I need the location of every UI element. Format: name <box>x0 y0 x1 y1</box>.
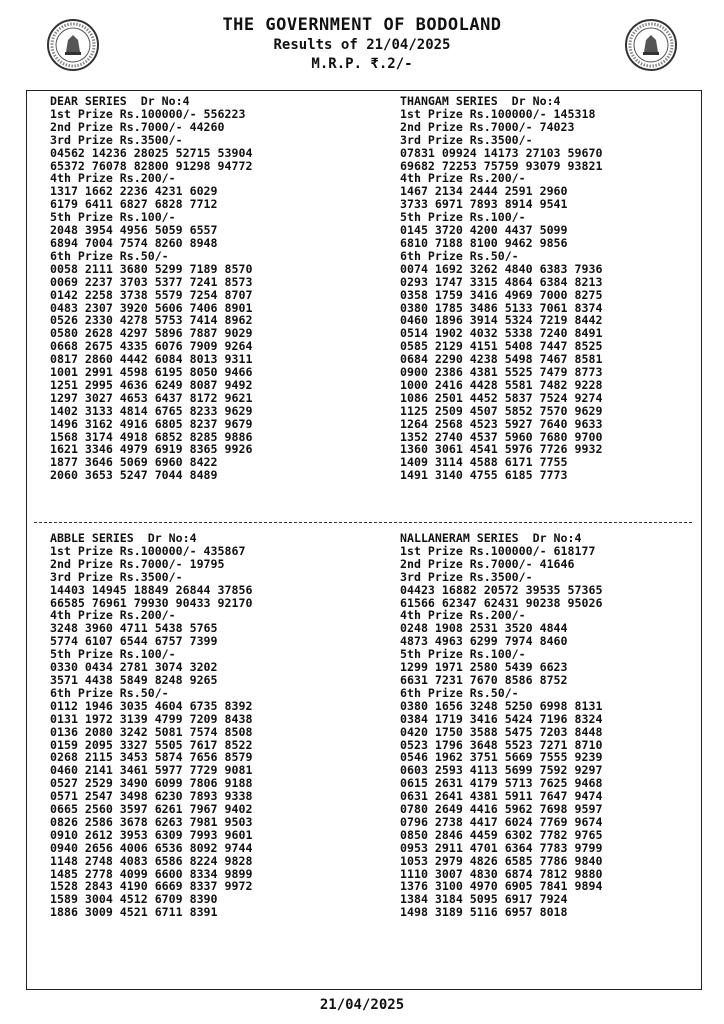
nallaneram-series-block <box>400 532 602 919</box>
result-line: 0483 2307 3920 5606 7406 8901 <box>50 300 253 315</box>
result-line: 0900 2386 4381 5525 7479 8773 <box>400 365 603 380</box>
dear-series-block <box>50 95 252 482</box>
result-line: 1251 2995 4636 6249 8087 9492 <box>50 377 253 392</box>
result-line: 2048 3954 4956 5059 6557 <box>50 223 218 238</box>
series-heading: NALLANERAM SERIES Dr No:4 <box>400 531 582 545</box>
result-line: 0420 1750 3588 5475 7203 8448 <box>400 724 603 739</box>
result-line: 1384 3184 5095 6917 7924 <box>400 892 568 907</box>
result-line: 5774 6107 6544 6757 7399 <box>50 634 218 649</box>
result-line: 1001 2991 4598 6195 8050 9466 <box>50 365 253 380</box>
result-line: 4th Prize Rs.200/- <box>50 608 176 623</box>
result-line: 1110 3007 4830 6874 7812 9880 <box>400 866 603 881</box>
result-line: 1498 3189 5116 6957 8018 <box>400 905 568 920</box>
result-line: 0780 2649 4416 5962 7698 9597 <box>400 802 603 817</box>
result-line: 66585 76961 79930 90433 92170 <box>50 595 253 610</box>
result-line: 69682 72253 75759 93079 93821 <box>400 158 603 173</box>
result-line: 2060 3653 5247 7044 8489 <box>50 468 218 483</box>
result-line: 0580 2628 4297 5896 7887 9029 <box>50 326 253 341</box>
result-line: 6th Prize Rs.50/- <box>50 248 169 263</box>
thangam-series-block <box>400 95 602 482</box>
result-line: 61566 62347 62431 90238 95026 <box>400 595 603 610</box>
result-line: 0526 2330 4278 5753 7414 8962 <box>50 313 253 328</box>
result-line: 0058 2111 3680 5299 7189 8570 <box>50 261 253 276</box>
result-line: 5th Prize Rs.100/- <box>400 647 526 662</box>
result-line: 6th Prize Rs.50/- <box>400 248 519 263</box>
abble-series-block <box>50 532 252 919</box>
result-line: 5th Prize Rs.100/- <box>50 210 176 225</box>
result-line: 0631 2641 4381 5911 7647 9474 <box>400 789 603 804</box>
result-line: 1886 3009 4521 6711 8391 <box>50 905 218 920</box>
result-line: 6th Prize Rs.50/- <box>50 685 169 700</box>
result-line: 0603 2593 4113 5699 7592 9297 <box>400 763 603 778</box>
result-line: 1st Prize Rs.100000/- 618177 <box>400 543 596 558</box>
page-title: THE GOVERNMENT OF BODOLAND <box>222 15 502 35</box>
result-line: 1402 3133 4814 6765 8233 9629 <box>50 403 253 418</box>
result-line: 2nd Prize Rs.7000/- 19795 <box>50 556 225 571</box>
result-line: 1528 2843 4190 6669 8337 9972 <box>50 879 253 894</box>
result-line: 1148 2748 4083 6586 8224 9828 <box>50 853 253 868</box>
result-line: 1877 3646 5069 6960 8422 <box>50 455 218 470</box>
result-line: 1053 2979 4826 6585 7786 9840 <box>400 853 603 868</box>
result-line: 0358 1759 3416 4969 7000 8275 <box>400 287 603 302</box>
result-line: 1589 3004 4512 6709 8390 <box>50 892 218 907</box>
result-line: 0268 2115 3453 5874 7656 8579 <box>50 750 253 765</box>
series-heading: ABBLE SERIES Dr No:4 <box>50 531 197 545</box>
result-line: 0074 1692 3262 4840 6383 7936 <box>400 261 603 276</box>
result-line: 4th Prize Rs.200/- <box>400 171 526 186</box>
result-line: 4th Prize Rs.200/- <box>400 608 526 623</box>
result-line: 3248 3960 4711 5438 5765 <box>50 621 218 636</box>
result-line: 1352 2740 4537 5960 7680 9700 <box>400 429 603 444</box>
result-line: 0668 2675 4335 6076 7909 9264 <box>50 339 253 354</box>
result-line: 1621 3346 4979 6919 8365 9926 <box>50 442 253 457</box>
result-line: 0069 2237 3703 5377 7241 8573 <box>50 274 253 289</box>
result-line: 3571 4438 5849 8248 9265 <box>50 672 218 687</box>
result-line: 1297 3027 4653 6437 8172 9621 <box>50 390 253 405</box>
result-line: 1496 3162 4916 6805 8237 9679 <box>50 416 253 431</box>
result-line: 14403 14945 18849 26844 37856 <box>50 582 253 597</box>
result-line: 6894 7004 7574 8260 8948 <box>50 235 218 250</box>
result-line: 0571 2547 3498 6230 7893 9338 <box>50 789 253 804</box>
result-line: 0248 1908 2531 3520 4844 <box>400 621 568 636</box>
result-line: 0817 2860 4442 6084 8013 9311 <box>50 352 253 367</box>
result-line: 3rd Prize Rs.3500/- <box>50 132 183 147</box>
result-line: 1086 2501 4452 5837 7524 9274 <box>400 390 603 405</box>
result-line: 5th Prize Rs.100/- <box>400 210 526 225</box>
result-line: 1360 3061 4541 5976 7726 9932 <box>400 442 603 457</box>
result-line: 1317 1662 2236 4231 6029 <box>50 184 218 199</box>
result-line: 6810 7188 8100 9462 9856 <box>400 235 568 250</box>
result-line: 3rd Prize Rs.3500/- <box>50 569 183 584</box>
result-line: 0460 2141 3461 5977 7729 9081 <box>50 763 253 778</box>
result-line: 0940 2656 4006 6536 8092 9744 <box>50 840 253 855</box>
result-line: 0910 2612 3953 6309 7993 9601 <box>50 827 253 842</box>
result-line: 0460 1896 3914 5324 7219 8442 <box>400 313 603 328</box>
result-line: 1299 1971 2580 5439 6623 <box>400 660 568 675</box>
result-line: 0293 1747 3315 4864 6384 8213 <box>400 274 603 289</box>
result-line: 0142 2258 3738 5579 7254 8707 <box>50 287 253 302</box>
page-header <box>0 14 724 74</box>
result-line: 1264 2568 4523 5927 7640 9633 <box>400 416 603 431</box>
result-line: 6179 6411 6827 6828 7712 <box>50 197 218 212</box>
results-date: Results of 21/04/2025 <box>273 37 451 53</box>
result-line: 2nd Prize Rs.7000/- 41646 <box>400 556 575 571</box>
series-heading: DEAR SERIES Dr No:4 <box>50 94 190 108</box>
result-line: 1467 2134 2444 2591 2960 <box>400 184 568 199</box>
result-line: 1409 3114 4588 6171 7755 <box>400 455 568 470</box>
result-line: 0136 2080 3242 5081 7574 8508 <box>50 724 253 739</box>
result-line: 1000 2416 4428 5581 7482 9228 <box>400 377 603 392</box>
result-line: 0585 2129 4151 5408 7447 8525 <box>400 339 603 354</box>
result-line: 0850 2846 4459 6302 7782 9765 <box>400 827 603 842</box>
result-line: 04423 16882 20572 39535 57365 <box>400 582 603 597</box>
result-line: 2nd Prize Rs.7000/- 74023 <box>400 119 575 134</box>
result-line: 0523 1796 3648 5523 7271 8710 <box>400 737 603 752</box>
result-line: 0546 1962 3751 5669 7555 9239 <box>400 750 603 765</box>
result-line: 65372 76078 82800 91298 94772 <box>50 158 253 173</box>
result-line: 5th Prize Rs.100/- <box>50 647 176 662</box>
result-line: 6th Prize Rs.50/- <box>400 685 519 700</box>
result-line: 1st Prize Rs.100000/- 435867 <box>50 543 246 558</box>
mrp-label: M.R.P. ₹.2/- <box>311 56 413 72</box>
result-line: 0145 3720 4200 4437 5099 <box>400 223 568 238</box>
footer-date: 21/04/2025 <box>319 997 405 1013</box>
result-line: 07831 09924 14173 27103 59670 <box>400 145 603 160</box>
result-line: 0131 1972 3139 4799 7209 8438 <box>50 711 253 726</box>
result-line: 1491 3140 4755 6185 7773 <box>400 468 568 483</box>
series-heading: THANGAM SERIES Dr No:4 <box>400 94 561 108</box>
result-line: 0684 2290 4238 5498 7467 8581 <box>400 352 603 367</box>
result-line: 0514 1902 4032 5338 7240 8491 <box>400 326 603 341</box>
section-divider <box>34 522 692 523</box>
result-line: 0826 2586 3678 6263 7981 9503 <box>50 814 253 829</box>
result-line: 0665 2560 3597 6261 7967 9402 <box>50 802 253 817</box>
result-line: 0159 2095 3327 5505 7617 8522 <box>50 737 253 752</box>
result-line: 0380 1656 3248 5250 6998 8131 <box>400 698 603 713</box>
result-line: 1485 2778 4099 6600 8334 9899 <box>50 866 253 881</box>
result-line: 04562 14236 28025 52715 53904 <box>50 145 253 160</box>
result-line: 3rd Prize Rs.3500/- <box>400 132 533 147</box>
result-line: 0527 2529 3490 6099 7806 9188 <box>50 776 253 791</box>
result-line: 6631 7231 7670 8586 8752 <box>400 672 568 687</box>
result-line: 1st Prize Rs.100000/- 145318 <box>400 106 596 121</box>
result-line: 4873 4963 6299 7974 8460 <box>400 634 568 649</box>
result-line: 0615 2631 4179 5713 7625 9468 <box>400 776 603 791</box>
result-line: 0796 2738 4417 6024 7769 9674 <box>400 814 603 829</box>
result-line: 1125 2509 4507 5852 7570 9629 <box>400 403 603 418</box>
result-line: 2nd Prize Rs.7000/- 44260 <box>50 119 225 134</box>
result-line: 0380 1785 3486 5133 7061 8374 <box>400 300 603 315</box>
result-line: 0330 0434 2781 3074 3202 <box>50 660 218 675</box>
result-line: 1376 3100 4970 6905 7841 9894 <box>400 879 603 894</box>
result-line: 0112 1946 3035 4604 6735 8392 <box>50 698 253 713</box>
result-line: 1568 3174 4918 6852 8285 9886 <box>50 429 253 444</box>
result-line: 0384 1719 3416 5424 7196 8324 <box>400 711 603 726</box>
result-line: 4th Prize Rs.200/- <box>50 171 176 186</box>
result-line: 3rd Prize Rs.3500/- <box>400 569 533 584</box>
result-line: 0953 2911 4701 6364 7783 9799 <box>400 840 603 855</box>
result-line: 3733 6971 7893 8914 9541 <box>400 197 568 212</box>
result-line: 1st Prize Rs.100000/- 556223 <box>50 106 246 121</box>
